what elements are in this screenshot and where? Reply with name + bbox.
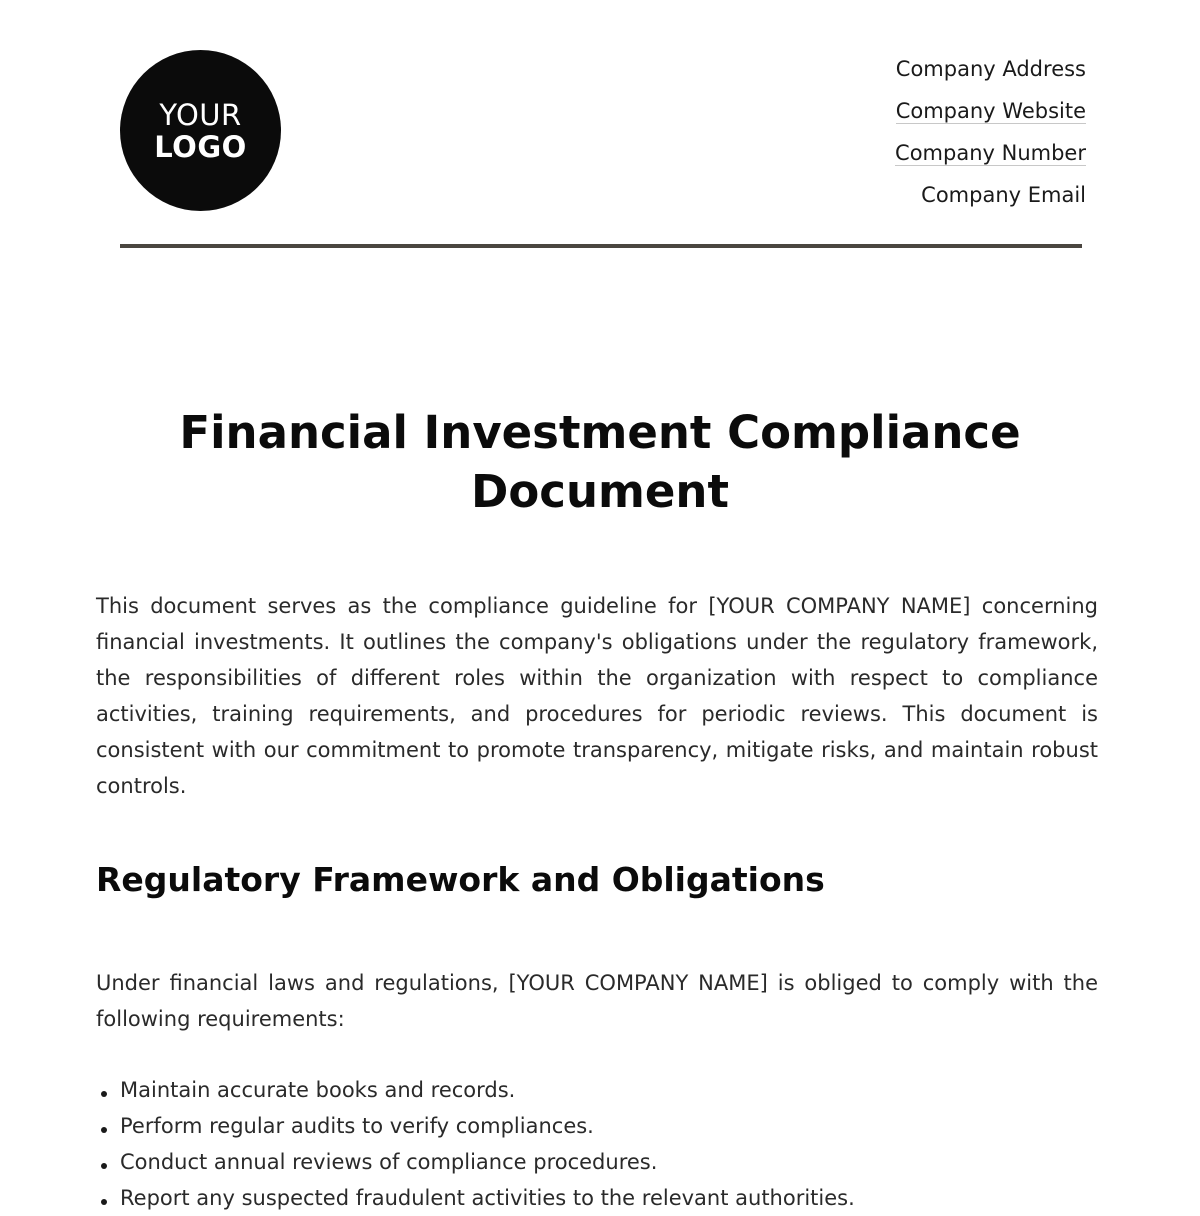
company-website[interactable]: Company Website	[895, 99, 1086, 123]
company-address: Company Address	[895, 57, 1086, 81]
logo-text-logo: LOGO	[154, 129, 247, 164]
section-paragraph: Under financial laws and regulations, [YOUR COMPANY NAME] is obliged to comply with the following requirements:	[96, 971, 1098, 1031]
logo-text-your: YOUR	[159, 97, 242, 132]
document-title: Financial Investment Compliance Document	[179, 406, 1021, 518]
bullet-icon	[101, 1091, 107, 1097]
company-logo	[120, 50, 281, 211]
header-divider	[120, 244, 1082, 248]
section-heading-regulatory-framework: Regulatory Framework and Obligations	[96, 860, 825, 899]
company-contact-block	[895, 54, 1086, 222]
intro-paragraph: This document serves as the compliance guideline for [YOUR COMPANY NAME] concerning financial investments. It outlines the company's obligations under the regulatory framework, the responsibilities of different roles within the organization with respect to compliance activities, training requirements, and procedures for periodic reviews. This document is consistent with our commitment to promote transparency, mitigate risks, and maintain robust controls.	[96, 594, 1098, 798]
bullet-icon	[101, 1127, 107, 1133]
company-email: Company Email	[921, 183, 1086, 207]
list-item: Perform regular audits to verify compliances.	[96, 1108, 855, 1144]
bullet-icon	[101, 1163, 107, 1169]
requirements-list	[96, 1072, 855, 1216]
list-item: Maintain accurate books and records.	[96, 1072, 855, 1108]
list-item: Report any suspected fraudulent activities to the relevant authorities.	[96, 1180, 855, 1216]
company-number[interactable]: Company Number	[895, 141, 1086, 165]
list-item: Conduct annual reviews of compliance procedures.	[96, 1144, 855, 1180]
